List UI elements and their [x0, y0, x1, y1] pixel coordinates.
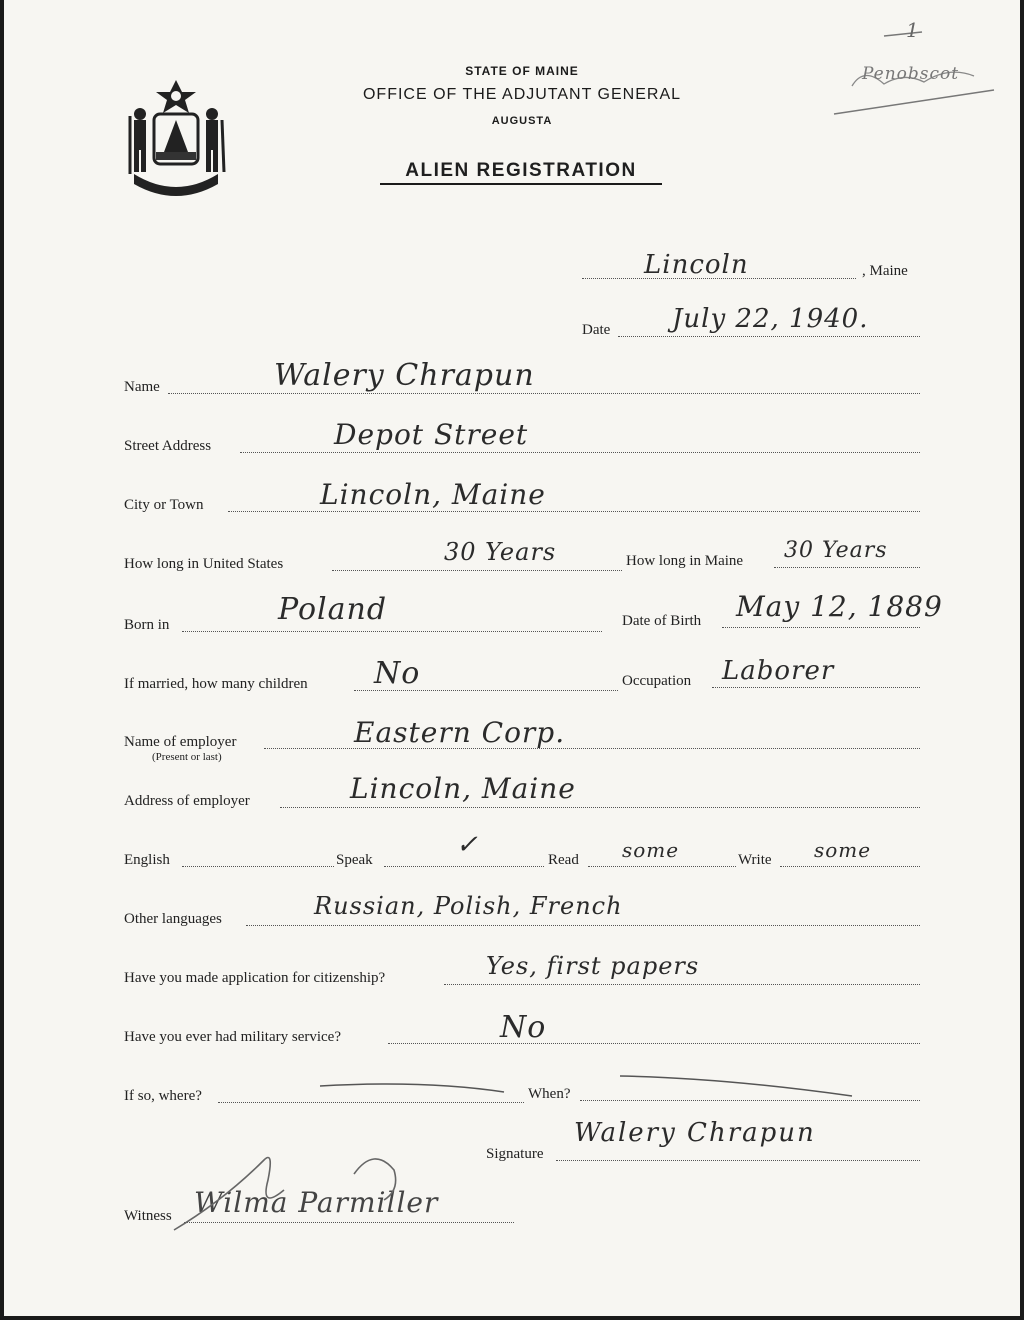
how-long-us-label: How long in United States: [124, 556, 284, 572]
other-languages-label: Other languages: [124, 911, 222, 927]
signature-line: [556, 1160, 920, 1161]
header-state: STATE OF MAINE: [465, 64, 579, 78]
employer-label: Name of employer: [124, 734, 237, 750]
write-line: [780, 866, 920, 867]
street-address-label: Street Address: [124, 438, 212, 454]
town-state-suffix: , Maine: [862, 263, 908, 279]
seal-banner-text: MAINE: [157, 172, 195, 183]
write-value: some: [814, 838, 872, 862]
form-title: ALIEN REGISTRATION: [380, 160, 662, 185]
date-of-birth-label: Date of Birth: [622, 613, 702, 629]
if-so-where-label: If so, where?: [124, 1088, 202, 1104]
military-line: [388, 1043, 920, 1044]
how-long-maine-label: How long in Maine: [626, 553, 744, 569]
read-line: [588, 866, 736, 867]
name-value: Walery Chrapun: [274, 358, 535, 393]
employer-address-label: Address of employer: [124, 793, 250, 809]
military-value: No: [500, 1010, 547, 1045]
other-languages-value: Russian, Polish, French: [314, 892, 623, 920]
employer-note: (Present or last): [152, 751, 222, 763]
english-label: English: [124, 852, 170, 868]
how-long-us-value: 30 Years: [444, 538, 557, 566]
write-label: Write: [738, 852, 772, 868]
header-office: OFFICE OF THE ADJUTANT GENERAL: [362, 86, 682, 103]
speak-label: Speak: [336, 852, 373, 868]
children-value: No: [374, 656, 421, 691]
employer-address-value: Lincoln, Maine: [350, 772, 576, 805]
date-value: July 22, 1940.: [672, 304, 869, 334]
header-city: AUGUSTA: [491, 115, 553, 127]
read-label: Read: [548, 852, 579, 868]
date-label: Date: [582, 322, 611, 338]
citizenship-line: [444, 984, 920, 985]
name-line: [168, 393, 920, 394]
children-label: If married, how many children: [124, 676, 308, 692]
employer-value: Eastern Corp.: [354, 716, 566, 749]
other-languages-line: [246, 925, 920, 926]
date-of-birth-line: [722, 627, 920, 628]
name-label: Name: [124, 379, 160, 395]
date-line: [618, 336, 920, 337]
how-long-maine-line: [774, 567, 920, 568]
town-value: Lincoln: [644, 250, 749, 280]
witness-label: Witness: [124, 1208, 172, 1224]
speak-line: [384, 866, 544, 867]
occupation-line: [712, 687, 920, 688]
witness-value: Wilma Parmiller: [194, 1186, 439, 1219]
witness-signature-scrawl: [164, 1140, 524, 1240]
city-line: [228, 511, 920, 512]
english-line: [182, 866, 334, 867]
street-address-value: Depot Street: [334, 418, 529, 451]
speak-value: ✓: [456, 830, 479, 860]
born-in-line: [182, 631, 602, 632]
strike-lines: [304, 1070, 924, 1110]
born-in-label: Born in: [124, 617, 170, 633]
military-label: Have you ever had military service?: [124, 1029, 341, 1045]
citizenship-label: Have you made application for citizenship?: [124, 970, 386, 986]
how-long-us-line: [332, 570, 622, 571]
employer-address-line: [280, 807, 920, 808]
corner-county: Penobscot: [862, 64, 960, 84]
citizenship-value: Yes, first papers: [486, 952, 700, 980]
occupation-value: Laborer: [722, 656, 835, 686]
signature-value: Walery Chrapun: [574, 1118, 816, 1148]
street-address-line: [240, 452, 920, 453]
city-label: City or Town: [124, 497, 204, 513]
when-label: When?: [528, 1086, 571, 1102]
date-of-birth-value: May 12, 1889: [736, 590, 943, 623]
how-long-maine-value: 30 Years: [784, 538, 888, 563]
read-value: some: [622, 838, 680, 862]
registration-form: [4, 0, 1020, 1316]
corner-number: 1: [906, 18, 920, 42]
signature-label: Signature: [486, 1146, 544, 1162]
city-value: Lincoln, Maine: [320, 478, 546, 511]
born-in-value: Poland: [278, 592, 388, 627]
occupation-label: Occupation: [622, 673, 692, 689]
